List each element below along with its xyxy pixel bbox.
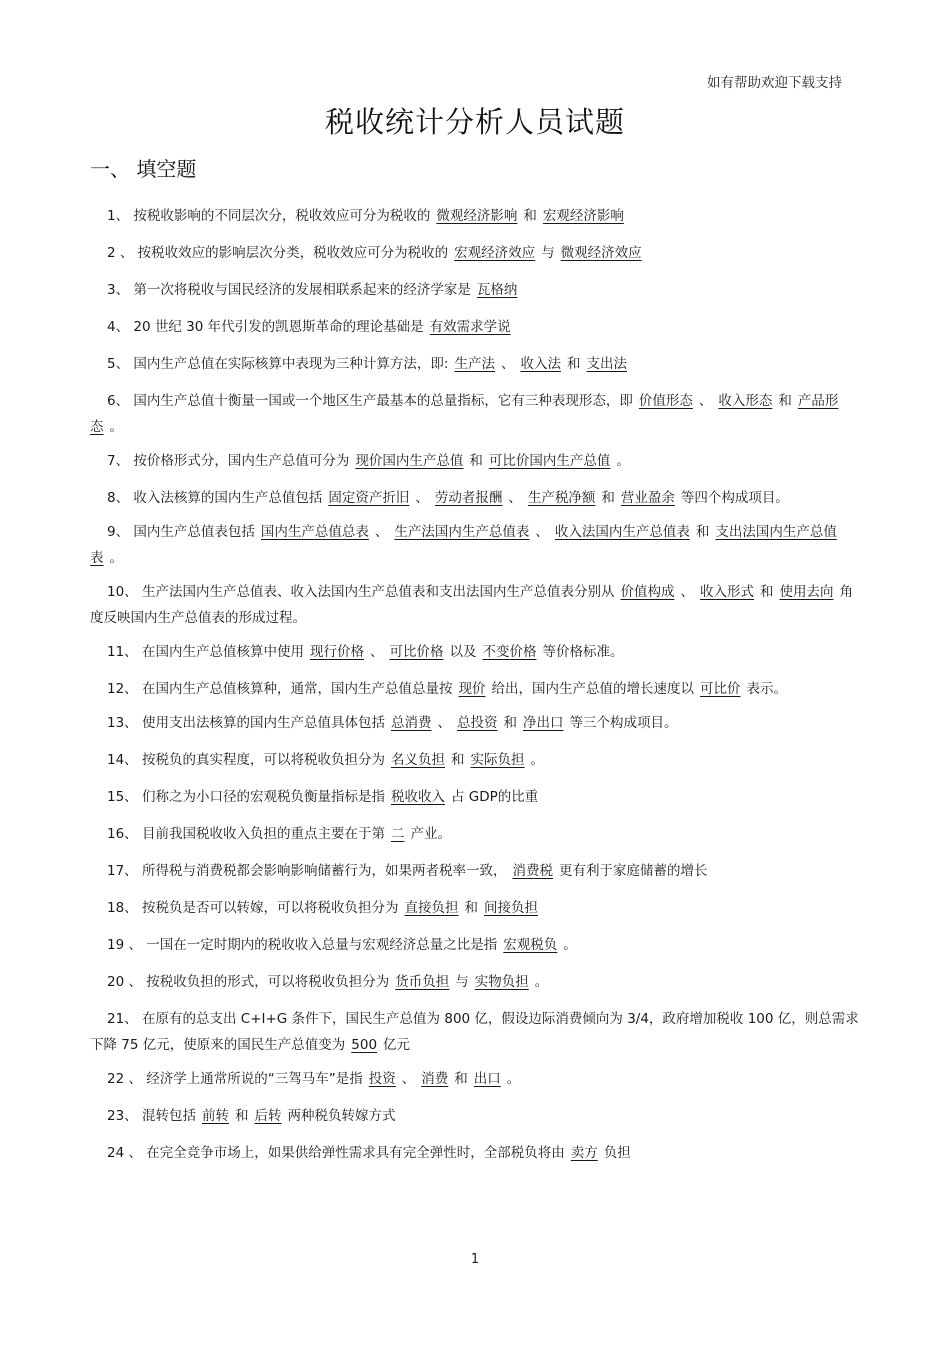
question-item (90, 579, 860, 631)
answer-blank: 国内生产总值总表 (260, 524, 369, 540)
question-text: 。 (506, 1071, 521, 1087)
question-text: 按税收效应的影响层次分类，税收效应可分为税收的 (137, 245, 449, 261)
question-number: 24 、 (107, 1145, 147, 1161)
answer-blank: 二 (390, 826, 405, 842)
answer-blank: 税收收入 (390, 789, 445, 805)
question-text: 。 (109, 419, 123, 435)
question-number: 7、 (107, 453, 134, 469)
answer-blank: 间接负担 (483, 900, 538, 916)
answer-blank: 价值构成 (620, 584, 675, 600)
question-number: 4、 (107, 319, 134, 335)
question-text: 和 (601, 490, 615, 506)
question-text: 。 (534, 974, 549, 990)
question-text: 、 (437, 715, 451, 731)
answer-blank: 500 (351, 1037, 378, 1053)
question-text: 和 (759, 584, 774, 600)
question-text: 一国在一定时期内的税收收入总量与宏观经济总量之比是指 (146, 937, 498, 953)
question-text: 国内生产总值十衡量一国或一个地区生产最基本的总量指标，它有三种表现形态，即 (133, 393, 633, 409)
question-item (90, 1140, 860, 1166)
question-number: 19 、 (107, 937, 147, 953)
answer-blank: 微观经济影响 (436, 208, 518, 224)
question-text: 亿元 (383, 1037, 411, 1053)
answer-blank: 前转 (201, 1108, 229, 1124)
question-text: 、 (535, 524, 549, 540)
question-number: 5、 (107, 356, 134, 372)
question-text: 。 (109, 550, 123, 566)
question-text: 所得税与消费税都会影响影响储蓄行为，如果两者税率一致， (141, 863, 507, 879)
question-item (90, 932, 860, 958)
question-number: 20 、 (107, 974, 147, 990)
question-text: 、 (680, 584, 694, 600)
answer-blank: 固定资产折旧 (328, 490, 410, 506)
question-text: 两种税负转嫁方式 (287, 1108, 396, 1124)
question-text: 、 (374, 524, 389, 540)
question-text: 按价格形式分，国内生产总值可分为 (133, 453, 350, 469)
question-item (90, 821, 860, 847)
question-number: 12、 (107, 681, 142, 697)
question-text: 、 (415, 490, 429, 506)
question-item (90, 351, 860, 377)
question-item (90, 969, 860, 995)
question-number: 8、 (107, 490, 134, 506)
question-item (90, 240, 860, 266)
question-text: 在完全竞争市场上，如果供给弹性需求具有完全弹性时，全部税负将由 (146, 1145, 565, 1161)
answer-blank: 有效需求学说 (429, 319, 511, 335)
question-text: 、 (369, 644, 384, 660)
question-number: 2 、 (107, 245, 138, 261)
question-text: 、 (500, 356, 515, 372)
question-text: 在国内生产总值核算种，通常，国内生产总值总量按 (141, 681, 453, 697)
section-heading: 一、 填空题 (90, 157, 197, 181)
question-text: 给出，国内生产总值的增长速度以 (491, 681, 694, 697)
answer-blank: 实际负担 (470, 752, 525, 768)
question-text: 按税收负担的形式，可以将税收负担分为 (146, 974, 390, 990)
question-item (90, 388, 860, 440)
question-text: 收入法核算的国内生产总值包括 (133, 490, 323, 506)
question-number: 17、 (107, 863, 142, 879)
answer-blank: 宏观经济影响 (542, 208, 624, 224)
question-text: 。 (530, 752, 544, 768)
question-item (90, 858, 860, 884)
answer-blank: 收入法 (520, 356, 561, 372)
question-item (90, 314, 860, 340)
question-text: 第一次将税收与国民经济的发展相联系起来的经济学家是 (133, 282, 471, 298)
question-text: 生产法国内生产总值表、收入法国内生产总值表和支出法国内生产总值表分别从 (141, 584, 615, 600)
question-item (90, 710, 860, 736)
question-text: 和 (778, 393, 792, 409)
question-item (90, 1103, 860, 1129)
question-text: 国内生产总值表包括 (133, 524, 255, 540)
question-text: 负担 (603, 1145, 631, 1161)
question-item (90, 676, 860, 702)
answer-blank: 支出法 (586, 356, 627, 372)
question-text: 在原有的总支出 C+I+G 条件下，国民生产总值为 800 亿，假设边际消费倾向为 3/4，政府增加税收 100 亿，则总需求下降 75 亿元，使原来的国民生产总值变为 (90, 1011, 859, 1053)
question-text: 在国内生产总值核算中使用 (141, 644, 304, 660)
question-text: 更有利于家庭储蓄的增长 (558, 863, 708, 879)
question-item (90, 519, 860, 571)
question-text: 目前我国税收收入负担的重点主要在于第 (141, 826, 385, 842)
question-number: 6、 (107, 393, 134, 409)
answer-blank: 可比价格 (389, 644, 444, 660)
question-text: 和 (469, 453, 483, 469)
question-number: 15、 (107, 789, 142, 805)
question-number: 10、 (107, 584, 142, 600)
question-text: 按税收影响的不同层次分，税收效应可分为税收的 (133, 208, 431, 224)
document-title: 税收统计分析人员试题 (324, 105, 625, 139)
answer-blank: 收入法国内生产总值表 (554, 524, 690, 540)
question-text: 以及 (449, 644, 477, 660)
answer-blank: 微观经济效应 (560, 245, 642, 261)
header-note: 如有帮助欢迎下载支持 (707, 75, 842, 91)
question-number: 1、 (107, 208, 134, 224)
question-text: 和 (503, 715, 517, 731)
page-number: 1 (470, 1252, 480, 1267)
question-text: 和 (695, 524, 710, 540)
question-item (90, 1066, 860, 1092)
question-text: 20 世纪 30 年代引发的凯恩斯革命的理论基础是 (133, 319, 424, 335)
question-text: 和 (566, 356, 581, 372)
answer-blank: 宏观经济效应 (454, 245, 536, 261)
question-item (90, 784, 860, 810)
answer-blank: 生产税净额 (527, 490, 596, 506)
answer-blank: 生产法 (454, 356, 495, 372)
question-text: 混转包括 (141, 1108, 196, 1124)
question-text: 经济学上通常所说的“三驾马车”是指 (146, 1071, 363, 1087)
answer-blank: 卖方 (570, 1145, 598, 1161)
question-text: 国内生产总值在实际核算中表现为三种计算方法，即: (133, 356, 449, 372)
answer-blank: 投资 (368, 1071, 396, 1087)
question-number: 23、 (107, 1108, 142, 1124)
answer-blank: 产品形态 (90, 393, 839, 435)
question-text: 和 (234, 1108, 249, 1124)
answer-blank: 价值形态 (638, 393, 693, 409)
answer-blank: 现价国内生产总值 (355, 453, 464, 469)
question-item (90, 485, 860, 511)
answer-blank: 使用去向 (779, 584, 834, 600)
question-item (90, 203, 860, 229)
question-text: 和 (454, 1071, 468, 1087)
question-text: 与 (455, 974, 469, 990)
answer-blank: 不变价格 (482, 644, 537, 660)
question-text: 、 (698, 393, 713, 409)
question-number: 3、 (107, 282, 134, 298)
answer-blank: 总消费 (390, 715, 432, 731)
answer-blank: 总投资 (456, 715, 498, 731)
answer-blank: 出口 (473, 1071, 501, 1087)
answer-blank: 实物负担 (474, 974, 529, 990)
answer-blank: 收入形式 (699, 584, 754, 600)
answer-blank: 宏观税负 (503, 937, 558, 953)
question-text: 。 (563, 937, 577, 953)
question-text: 产业。 (410, 826, 451, 842)
answer-blank: 生产法国内生产总值表 (394, 524, 530, 540)
answer-blank: 可比价 (699, 681, 741, 697)
answer-blank: 瓦格纳 (476, 282, 518, 298)
question-text: 和 (464, 900, 478, 916)
answer-blank: 收入形态 (718, 393, 773, 409)
question-number: 14、 (107, 752, 142, 768)
question-item (90, 448, 860, 474)
question-text: 和 (450, 752, 465, 768)
question-number: 11、 (107, 644, 142, 660)
question-number: 13、 (107, 715, 142, 731)
question-text: 。 (616, 453, 630, 469)
question-text: 们称之为小口径的宏观税负衡量指标是指 (141, 789, 385, 805)
answer-blank: 货币负担 (395, 974, 450, 990)
answer-blank: 可比价国内生产总值 (488, 453, 611, 469)
answer-blank: 名义负担 (390, 752, 445, 768)
question-text: 、 (401, 1071, 416, 1087)
question-item (90, 895, 860, 921)
answer-blank: 支出法国内生产总值表 (90, 524, 837, 566)
question-number: 22 、 (107, 1071, 147, 1087)
question-item (90, 639, 860, 665)
question-text: 使用支出法核算的国内生产总值具体包括 (141, 715, 385, 731)
question-number: 9、 (107, 524, 134, 540)
answer-blank: 消费 (421, 1071, 449, 1087)
question-text: 按税负的真实程度，可以将税收负担分为 (141, 752, 385, 768)
answer-blank: 后转 (254, 1108, 282, 1124)
question-text: 等四个构成项目。 (680, 490, 789, 506)
answer-blank: 直接负担 (404, 900, 459, 916)
answer-blank: 现价 (458, 681, 486, 697)
question-item (90, 277, 860, 303)
question-text: 角度反映国内生产总值表的形成过程。 (90, 584, 853, 626)
question-text: 占 GDP的比重 (450, 789, 539, 805)
question-text: 等价格标准。 (542, 644, 624, 660)
question-number: 16、 (107, 826, 142, 842)
question-number: 18、 (107, 900, 142, 916)
answer-blank: 净出口 (522, 715, 564, 731)
question-text: 与 (541, 245, 555, 261)
answer-blank: 营业盈余 (620, 490, 675, 506)
question-text: 等三个构成项目。 (569, 715, 678, 731)
question-text: 和 (523, 208, 537, 224)
question-number: 21、 (107, 1011, 142, 1027)
question-text: 表示。 (746, 681, 787, 697)
question-text: 、 (508, 490, 522, 506)
answer-blank: 劳动者报酬 (434, 490, 503, 506)
question-list (90, 203, 860, 1177)
answer-blank: 现行价格 (309, 644, 364, 660)
question-item (90, 747, 860, 773)
answer-blank: 消费税 (512, 863, 553, 879)
question-text: 按税负是否可以转嫁，可以将税收负担分为 (141, 900, 399, 916)
question-item (90, 1006, 860, 1058)
